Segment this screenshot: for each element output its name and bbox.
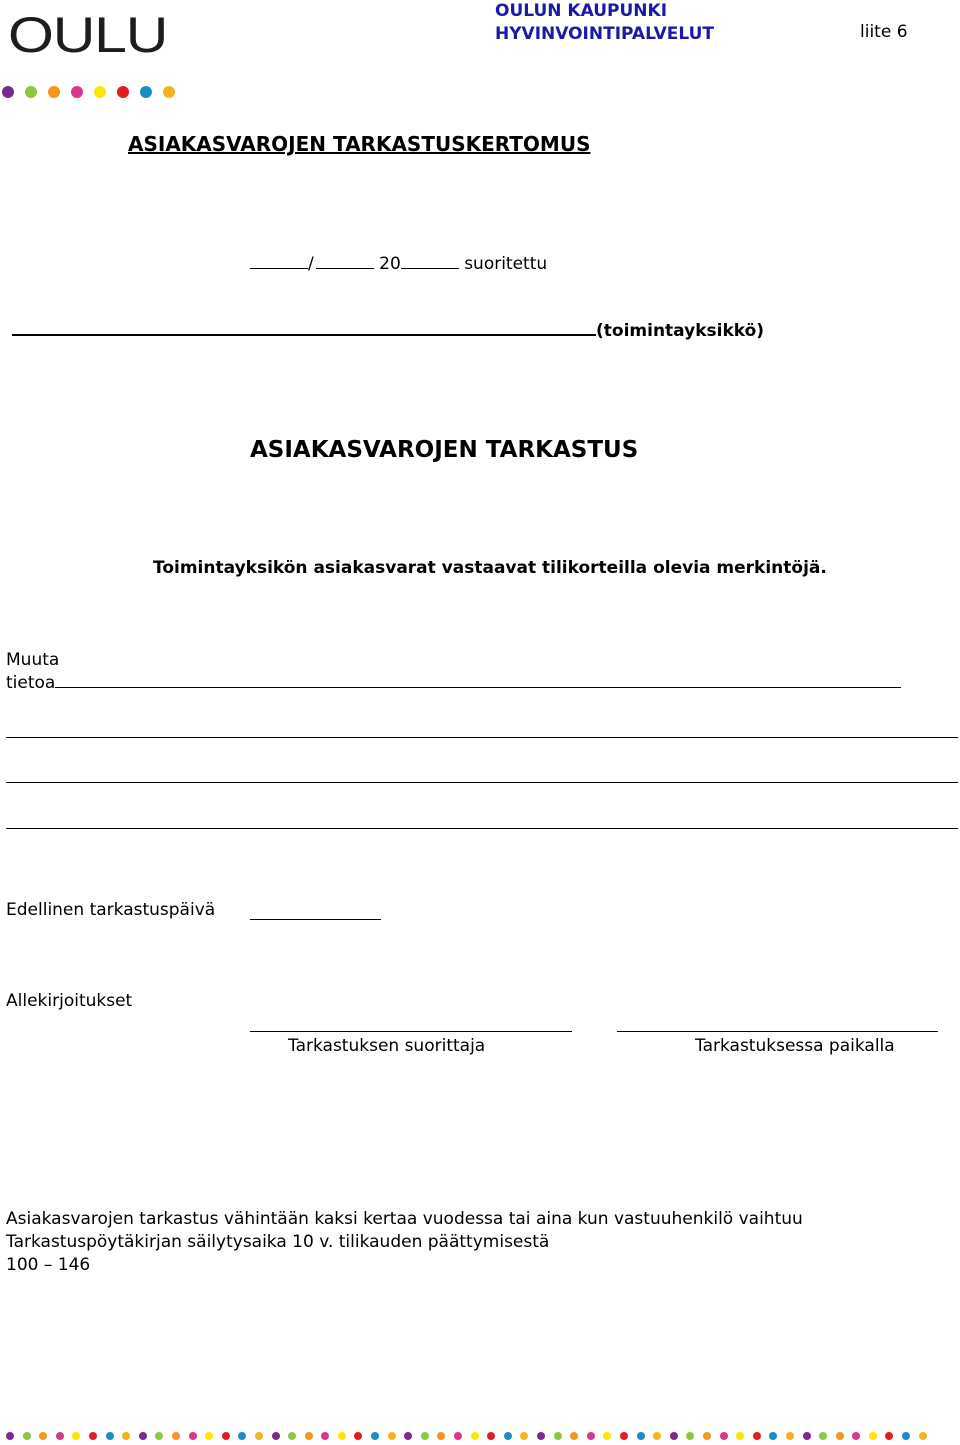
other-info-blank-2[interactable]: [6, 737, 958, 738]
footer-dot: [454, 1432, 462, 1440]
other-info-label-line2: [6, 673, 901, 693]
logo-dot: [140, 86, 152, 98]
previous-date-label: Edellinen tarkastuspäivä: [6, 900, 216, 920]
footer-dot: [6, 1432, 14, 1440]
footer-dot: [504, 1432, 512, 1440]
other-info-blank-4[interactable]: [6, 828, 958, 829]
footer-dot: [769, 1432, 777, 1440]
footer-dot: [354, 1432, 362, 1440]
footer-dot: [155, 1432, 163, 1440]
footer-dot: [321, 1432, 329, 1440]
organization-name: [495, 0, 714, 46]
logo-dot-row: [2, 86, 175, 98]
footer-dot: [836, 1432, 844, 1440]
footer-dot: [471, 1432, 479, 1440]
statement-text: Toimintayksikön asiakasvarat vastaavat tilikorteilla olevia merkintöjä.: [153, 558, 827, 578]
section-title: ASIAKASVAROJEN TARKASTUS: [250, 437, 639, 463]
footer-dot: [72, 1432, 80, 1440]
logo-dot: [71, 86, 83, 98]
footer-dot: [786, 1432, 794, 1440]
footer-dot: [869, 1432, 877, 1440]
footer-dot: [205, 1432, 213, 1440]
footer-dot: [56, 1432, 64, 1440]
unit-line: [12, 321, 764, 341]
footer-note-code: 100 – 146: [6, 1255, 91, 1275]
footer-dot: [703, 1432, 711, 1440]
oulu-logo: OULU: [8, 7, 168, 63]
signatures-label: Allekirjoitukset: [6, 991, 133, 1011]
footer-dot: [670, 1432, 678, 1440]
year-prefix: 20: [379, 254, 401, 274]
date-line: [250, 254, 547, 274]
day-blank[interactable]: [250, 267, 308, 269]
footer-dot: [587, 1432, 595, 1440]
footer-dot: [686, 1432, 694, 1440]
footer-dot: [570, 1432, 578, 1440]
date-slash: /: [308, 254, 314, 274]
attachment-label: liite 6: [860, 22, 908, 42]
other-info-blank-1[interactable]: [55, 686, 901, 688]
footer-dot: [720, 1432, 728, 1440]
performed-label: suoritettu: [464, 254, 548, 274]
unit-label: (toimintayksikkö): [596, 321, 765, 341]
inspector-signature-caption: Tarkastuksen suorittaja: [288, 1036, 486, 1056]
footer-dot: [122, 1432, 130, 1440]
footer-dot: [388, 1432, 396, 1440]
footer-dot: [487, 1432, 495, 1440]
logo-dot: [117, 86, 129, 98]
footer-dot: [139, 1432, 147, 1440]
month-blank[interactable]: [316, 267, 374, 269]
footer-dot: [404, 1432, 412, 1440]
footer-dot: [371, 1432, 379, 1440]
footer-dot: [23, 1432, 31, 1440]
footer-dot: [172, 1432, 180, 1440]
other-info-blank-3[interactable]: [6, 782, 958, 783]
footer-dot: [919, 1432, 927, 1440]
present-signature-caption: Tarkastuksessa paikalla: [695, 1036, 895, 1056]
organization-line-2: HYVINVOINTIPALVELUT: [495, 24, 714, 44]
organization-line-1: OULUN KAUPUNKI: [495, 1, 668, 21]
previous-date-blank[interactable]: [250, 919, 381, 920]
unit-blank[interactable]: [12, 333, 596, 336]
logo-dot: [2, 86, 14, 98]
footer-dot: [189, 1432, 197, 1440]
footer-dot: [520, 1432, 528, 1440]
footer-dot: [255, 1432, 263, 1440]
footer-dot: [106, 1432, 114, 1440]
inspector-signature-line[interactable]: [250, 1031, 572, 1032]
footer-dot: [753, 1432, 761, 1440]
footer-dot: [222, 1432, 230, 1440]
other-info-label-line1: Muuta: [6, 650, 60, 670]
logo-dot: [163, 86, 175, 98]
present-signature-line[interactable]: [617, 1031, 938, 1032]
footer-dot: [39, 1432, 47, 1440]
footer-dot: [885, 1432, 893, 1440]
footer-dot: [305, 1432, 313, 1440]
footer-dot: [537, 1432, 545, 1440]
other-info-label-line2-text: tietoa: [6, 673, 56, 693]
footer-dot: [653, 1432, 661, 1440]
footer-dot: [603, 1432, 611, 1440]
footer-dot: [852, 1432, 860, 1440]
footer-dot: [620, 1432, 628, 1440]
footer-note-frequency: Asiakasvarojen tarkastus vähintään kaksi kertaa vuodessa tai aina kun vastuuhenkilö vaihtuu: [6, 1209, 803, 1229]
footer-dot: [637, 1432, 645, 1440]
footer-dot-row: [6, 1432, 927, 1440]
document-title: ASIAKASVAROJEN TARKASTUSKERTOMUS: [128, 132, 591, 156]
logo-dot: [94, 86, 106, 98]
footer-dot: [437, 1432, 445, 1440]
logo-dot: [25, 86, 37, 98]
footer-dot: [89, 1432, 97, 1440]
footer-dot: [819, 1432, 827, 1440]
footer-dot: [338, 1432, 346, 1440]
footer-note-retention: Tarkastuspöytäkirjan säilytysaika 10 v. tilikauden päättymisestä: [6, 1232, 550, 1252]
footer-dot: [554, 1432, 562, 1440]
footer-dot: [288, 1432, 296, 1440]
footer-dot: [421, 1432, 429, 1440]
footer-dot: [803, 1432, 811, 1440]
footer-dot: [272, 1432, 280, 1440]
footer-dot: [238, 1432, 246, 1440]
year-blank[interactable]: [401, 267, 459, 269]
footer-dot: [902, 1432, 910, 1440]
footer-dot: [736, 1432, 744, 1440]
logo-dot: [48, 86, 60, 98]
